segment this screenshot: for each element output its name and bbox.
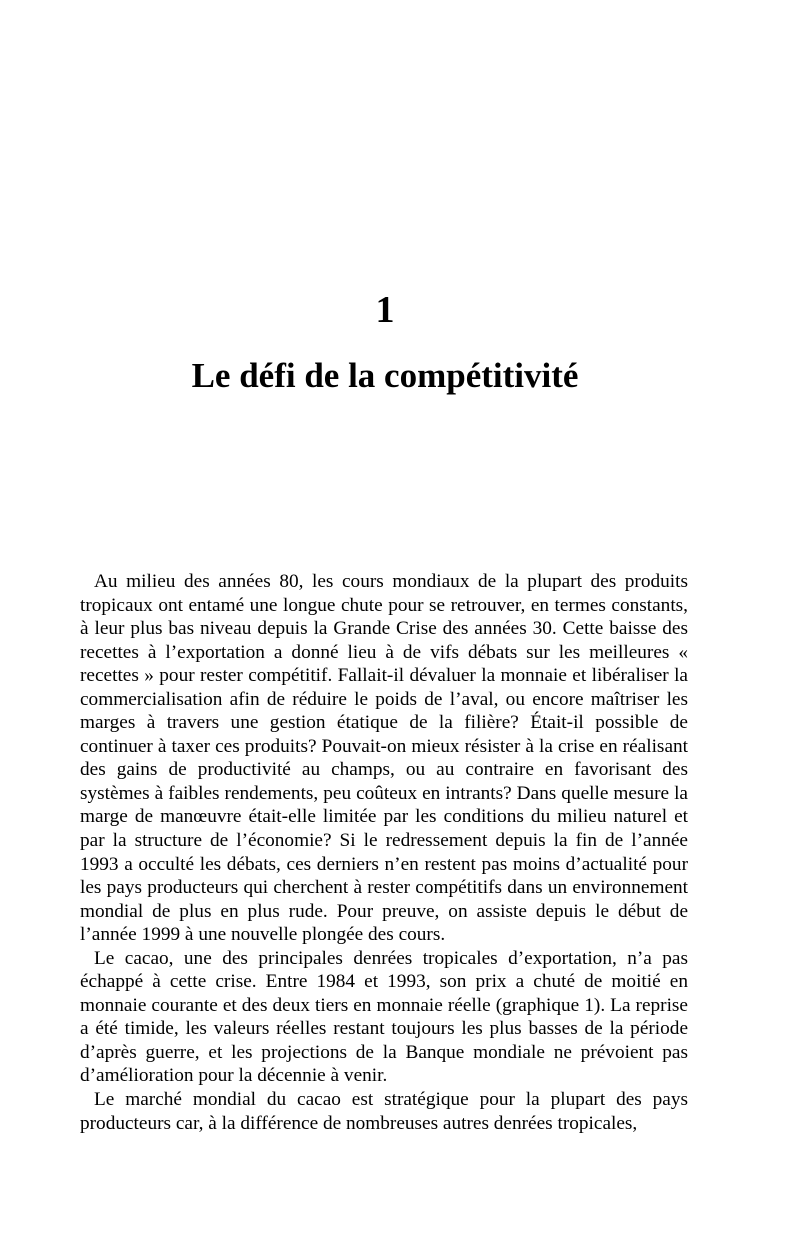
chapter-title: Le défi de la compétitivité (191, 356, 579, 395)
chapter-number: 1 (375, 289, 395, 331)
chapter-body (80, 570, 688, 1135)
paragraph: Le marché mondial du cacao est stratégique pour la plupart des pays producteurs car, à la différence de nombreuses autres denrées tropicales, (80, 1089, 688, 1134)
paragraph: Au milieu des années 80, les cours mondiaux de la plupart des produits tropicaux ont entamé une longue chute pour se retrouver, en termes constants, à leur plus bas niveau depuis la Grande Crise des années 30. Cette baisse des recettes à l’exportation a donné lieu à de vifs débats sur les meilleures « recettes » pour rester compétitif. Fallait-il dévaluer la monnaie et libéraliser la commercialisation afin de réduire le poids de l’aval, ou encore maîtriser les marges à travers une gestion étatique de la filière? Était-il possible de continuer à taxer ces produits? Pouvait-on mieux résister à la crise en réalisant des gains de productivité au champs, ou au contraire en favorisant des systèmes à faibles rendements, peu coûteux en intrants? Dans quelle mesure la marge de manœuvre était-elle limitée par les conditions du milieu naturel et par la structure de l’économie? Si le redressement depuis la fin de l’année 1993 a occulté les débats, ces derniers n’en restent pas moins d’actualité pour les pays producteurs qui cherchent à rester compétitifs dans un environnement mondial de plus en plus rude. Pour preuve, on assiste depuis le début de l’année 1999 à une nouvelle plongée des cours. (80, 571, 688, 946)
paragraph: Le cacao, une des principales denrées tropicales d’exportation, n’a pas échappé à cette crise. Entre 1984 et 1993, son prix a chuté de moitié en monnaie courante et des deux tiers en monnaie réelle (graphique 1). La reprise a été timide, les valeurs réelles restant toujours les plus basses de la période d’après guerre, et les projections de la Banque mondiale ne prévoient pas d’amélioration pour la décennie à venir. (80, 947, 688, 1087)
